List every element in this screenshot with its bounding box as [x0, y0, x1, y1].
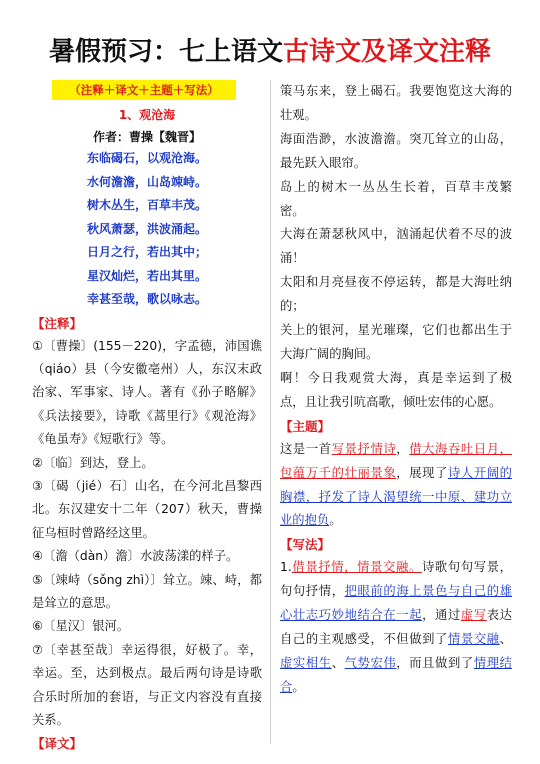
method-header: 【写法】	[280, 537, 331, 553]
left-column	[32, 80, 262, 755]
method-text: 表达自己的主观感受，不但做到了	[280, 608, 512, 647]
method-text: 、	[331, 655, 345, 670]
note-item: ①〔曹操〕(155－220)，字孟德，沛国谯（qiáo）县（今安徽亳州）人，东汉末政治家、军事家、诗人。著有《孙子略解》《兵法接要》，诗歌《蒿里行》《观沧海》《龟虽寿》《短歌行》等。	[32, 338, 262, 447]
poem-title: 1、观沧海	[118, 108, 176, 122]
theme-paragraph	[280, 438, 512, 534]
method-text: ，通过	[422, 608, 461, 623]
method-keypoint: 借景抒情，情景交融。	[291, 560, 422, 575]
theme-text: ，展现了	[396, 465, 448, 480]
poem-author: 作者：曹操【魏晋】	[92, 130, 201, 144]
theme-text: 这是一首	[280, 441, 332, 456]
method-text: ，而且做到了	[396, 655, 474, 670]
poem-line: 水何澹澹，山岛竦峙。	[86, 174, 207, 189]
theme-scene: 借大海吞吐日月，包蕴万千的壮丽景象	[280, 441, 512, 480]
theme-text: ，	[396, 441, 410, 456]
translation-paragraph: 太阳和月亮昼夜不停运转，都是大海吐纳的；	[280, 275, 512, 314]
method-keyword: 情景交融	[447, 632, 500, 647]
note-item: ④〔澹（dàn）澹〕水波荡漾的样子。	[32, 549, 239, 564]
theme-text: 。	[329, 513, 342, 528]
poem-line: 树木丛生，百草丰茂。	[86, 198, 207, 212]
note-item: ⑥〔星汉〕银河。	[32, 619, 130, 634]
note-item: ③〔碣（jié）石〕山名，在今河北昌黎西北。东汉建安十二年（207）秋天，曹操征乌桓时曾路经这里。	[32, 478, 262, 540]
theme-genre: 写景抒情诗	[331, 441, 397, 456]
translation-paragraph: 啊！今日我观赏大海，真是幸运到了极点，且让我引吭高歌，倾吐宏伟的心愿。	[280, 370, 512, 409]
note-item: ⑦〔幸甚至哉〕幸运得很，好极了。幸，幸运。至，达到极点。最后两句诗是诗歌合乐时所加的套语，与正文内容没有直接关系。	[32, 642, 262, 727]
title-highlight: 古诗文及译文注释	[283, 37, 492, 67]
method-explanation: 把眼前的海上景色与自己的雄心壮志巧妙地结合在一起	[280, 584, 512, 623]
poem-text	[32, 147, 262, 312]
method-keyword: 气势宏伟	[344, 655, 397, 670]
method-paragraph	[280, 556, 512, 699]
column-divider	[270, 80, 271, 744]
translation-paragraph: 大海在萧瑟秋风中，汹涌起伏着不尽的波涌！	[280, 227, 512, 266]
method-keyword: 情理结合	[280, 655, 512, 694]
poem-line: 日月之行，若出其中；	[86, 245, 207, 259]
method-keyword: 虚实相生	[280, 655, 332, 670]
theme-meaning: 诗人开阔的胸襟，抒发了诗人渴望统一中原、建功立业的抱负	[280, 465, 512, 528]
translation-paragraph: 海面浩渺，水波澹澹。突兀耸立的山岛，最先跃入眼帘。	[280, 131, 512, 170]
poem-line: 秋风萧瑟，洪波涌起。	[86, 221, 207, 236]
notes-header: 【注释】	[32, 315, 83, 331]
method-text: 诗歌句句写景，句句抒情，	[280, 560, 512, 599]
note-item: ②〔临〕到达，登上。	[32, 455, 154, 470]
translation-paragraph: 关上的银河，星光璀璨，它们也都出生于大海广阔的胸间。	[280, 323, 512, 361]
section-banner: （注释＋译文＋主题＋写法）	[52, 80, 236, 100]
theme-header: 【主题】	[280, 418, 331, 434]
title-main: 暑假预习：七上语文	[48, 37, 283, 67]
page-title	[0, 36, 540, 68]
poem-line: 东临碣石，以观沧海。	[86, 151, 207, 165]
method-text: 。	[292, 679, 305, 694]
translation-header: 【译文】	[32, 736, 83, 752]
method-text: 1.	[280, 560, 292, 575]
translation-paragraph: 岛上的树木一丛丛生长着，百草丰茂繁密。	[280, 179, 512, 218]
poem-line: 幸甚至哉，歌以咏志。	[86, 292, 207, 306]
note-item: ⑤〔竦峙（sǒng zhì）〕耸立。竦、峙，都是耸立的意思。	[32, 572, 262, 610]
poem-line: 星汉灿烂，若出其里。	[86, 268, 207, 283]
translation-paragraph: 策马东来，登上碣石。我要饱览这大海的壮观。	[280, 84, 512, 122]
right-column	[280, 80, 512, 700]
method-keyword: 虚写	[460, 608, 487, 623]
method-text: 、	[499, 632, 512, 647]
